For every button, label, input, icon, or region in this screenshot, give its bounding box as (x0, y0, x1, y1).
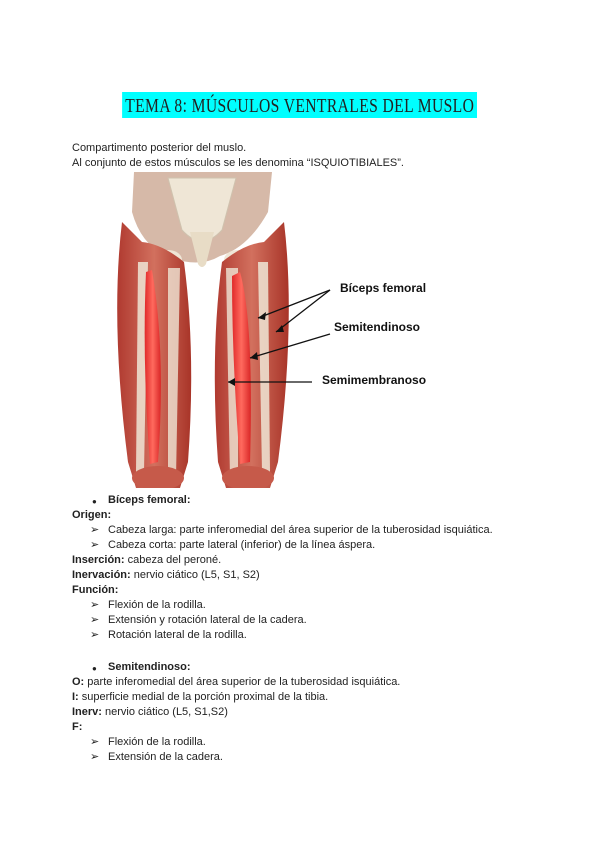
arrow-bullet-icon: ➢ (90, 751, 100, 763)
intro-line: Al conjunto de estos músculos se les denomina “ISQUIOTIBIALES”. (72, 157, 404, 169)
list-item: Cabeza larga: parte inferomedial del área superior de la tuberosidad isquiática. (108, 524, 493, 536)
function-label: Función: (72, 584, 119, 596)
arrow-bullet-icon: ➢ (90, 736, 100, 748)
label-semitendinoso: Semitendinoso (334, 320, 421, 334)
title-container (0, 92, 600, 118)
label-semimembranoso: Semimembranoso (322, 373, 427, 387)
arrow-bullet-icon: ➢ (90, 599, 100, 611)
list-item: Extensión y rotación lateral de la cadera. (108, 614, 307, 626)
list-item: Rotación lateral de la rodilla. (108, 629, 247, 641)
function-label: F: (72, 721, 83, 733)
right-thigh (215, 222, 289, 488)
origin-line: O: parte inferomedial del área superior de la tuberosidad isquiática. (72, 676, 401, 688)
intro (72, 141, 404, 171)
insertion-line: I: superficie medial de la porción proximal de la tibia. (72, 691, 329, 703)
bullet-icon: ● (92, 497, 97, 506)
innervation-line: Inerv: nervio ciático (L5, S1,S2) (72, 706, 228, 718)
origin-label: Origen: (72, 509, 112, 521)
bullet-icon: ● (92, 664, 97, 673)
list-item: Flexión de la rodilla. (108, 736, 206, 748)
list-item: Flexión de la rodilla. (108, 599, 206, 611)
section-heading-semitendinoso: Semitendinoso: (108, 661, 191, 673)
section-heading-biceps: Bíceps femoral: (108, 494, 191, 506)
page-title: TEMA 8: MÚSCULOS VENTRALES DEL MUSLO (122, 92, 477, 118)
arrow-bullet-icon: ➢ (90, 539, 100, 551)
arrow-bullet-icon: ➢ (90, 524, 100, 536)
insertion-line: Inserción: cabeza del peroné. (72, 554, 222, 566)
intro-line: Compartimento posterior del muslo. (72, 142, 247, 154)
innervation-line: Inervación: nervio ciático (L5, S1, S2) (72, 569, 260, 581)
arrow-bullet-icon: ➢ (90, 629, 100, 641)
list-item: Extensión de la cadera. (108, 751, 223, 763)
arrow-bullet-icon: ➢ (90, 614, 100, 626)
hamstring-illustration (72, 172, 472, 488)
label-biceps-femoral: Bíceps femoral (340, 281, 427, 295)
list-item: Cabeza corta: parte lateral (inferior) de la línea áspera. (108, 539, 376, 551)
